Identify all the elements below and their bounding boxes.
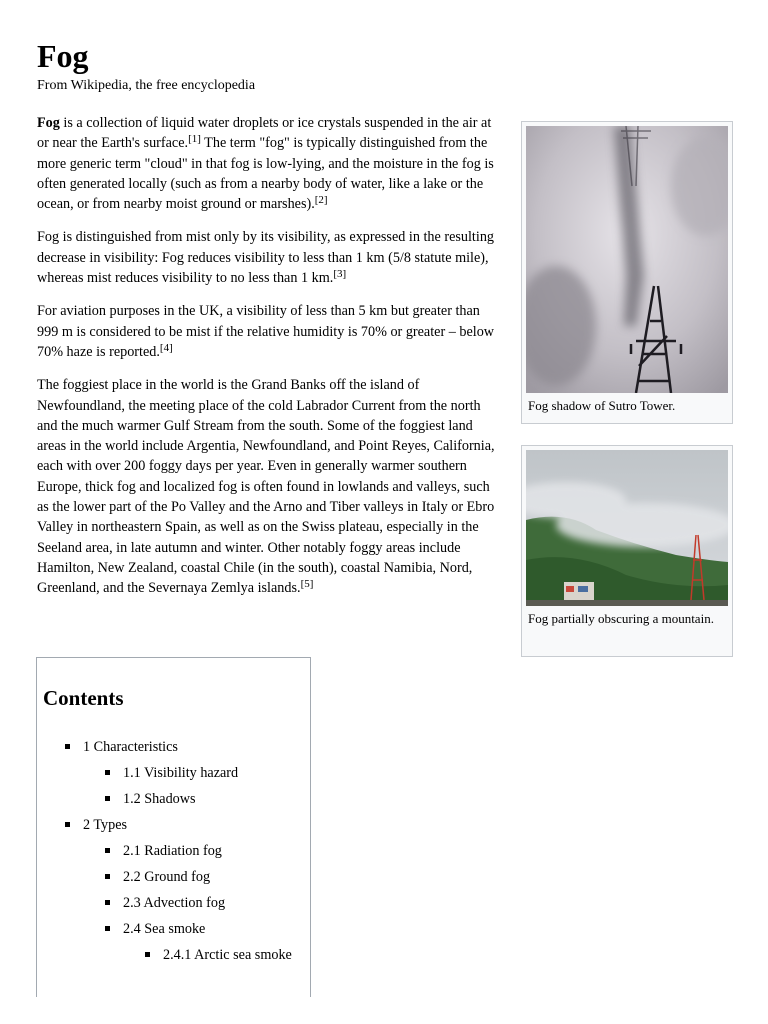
- toc-item[interactable]: [123, 790, 196, 808]
- bullet-icon: [65, 822, 70, 827]
- toc-item-label: 2.4.1 Arctic sea smoke: [163, 947, 292, 963]
- toc-item[interactable]: [163, 946, 292, 964]
- paragraph-text: Fog is distinguished from mist only by its visibility, as expressed in the resulting decrease in visibility: Fog reduces visibility to less than 1 km (5/8 statute mile), whereas mist reduces visibility to no less than 1 km.: [37, 229, 495, 287]
- toc-item[interactable]: [123, 842, 222, 860]
- toc-item-label: 2.3 Advection fog: [123, 895, 226, 911]
- paragraph-2: [37, 227, 503, 288]
- paragraph-3: [37, 301, 503, 362]
- toc-item[interactable]: [83, 816, 127, 834]
- page-subtitle: From Wikipedia, the free encyclopedia: [37, 78, 256, 93]
- toc-item-label: 2 Types: [83, 817, 128, 833]
- toc-item[interactable]: [123, 920, 205, 938]
- bullet-icon: [105, 900, 110, 905]
- toc-item-label: 2.1 Radiation fog: [123, 843, 222, 859]
- paragraph-text: The foggiest place in the world is the Grand Banks off the island of Newfoundland, the meeting place of the cold Labrador Current from the north and the much warmer Gulf Stream from the south. Some of the foggiest land areas in the world include Argentia, Newfoundland, and Point Reyes, California, each with over 200 foggy days per year. Even in generally warmer southern Europe, thick fog and localized fog is often found in lowlands and valleys, such as the lower part of the Po Valley and the Arno and Tiber valleys in Italy or Ebro Valley in northeastern Spain, as well as on the Swiss plateau, especially in the Seeland area, in late autumn and winter. Other notably foggy areas include Hamilton, New Zealand, coastal Chile (in the south), coastal Namibia, Nord, Greenland, and the Severnaya Zemlya islands.: [37, 377, 495, 597]
- toc-item[interactable]: [123, 894, 225, 912]
- toc-item-label: 1.2 Shadows: [123, 791, 196, 807]
- article-body: [37, 113, 503, 612]
- toc-item[interactable]: [123, 868, 210, 886]
- term-bold: Fog: [37, 115, 60, 131]
- figure-caption: Fog partially obscuring a mountain.: [528, 611, 714, 626]
- sutro-tower-fog-image[interactable]: [526, 126, 728, 393]
- toc-item-label: 1.1 Visibility hazard: [123, 765, 239, 781]
- paragraph-text: is a collection of liquid water droplets or ice crystals suspended in the air at or near the Earth's surface.: [37, 115, 492, 152]
- table-of-contents: [36, 657, 311, 997]
- reference-link[interactable]: [2]: [314, 194, 328, 207]
- toc-item[interactable]: [123, 764, 238, 782]
- bullet-icon: [105, 926, 110, 931]
- bullet-icon: [105, 848, 110, 853]
- bullet-icon: [65, 744, 70, 749]
- figure-mountain-fog: [521, 445, 733, 657]
- bullet-icon: [145, 952, 150, 957]
- reference-link[interactable]: [1]: [188, 133, 201, 146]
- paragraph-4: [37, 375, 503, 598]
- toc-item-label: 1 Characteristics: [83, 739, 178, 755]
- reference-link[interactable]: [3]: [333, 268, 347, 281]
- figure-sutro-tower: [521, 121, 733, 424]
- toc-item[interactable]: [83, 738, 178, 756]
- bullet-icon: [105, 770, 110, 775]
- mountain-fog-image[interactable]: [526, 450, 728, 606]
- paragraph-text: The term "fog" is typically distinguished from the more generic term "cloud" in that fog is low-lying, and the moisture in the fog is often generated locally (such as from a nearby body of water, like a lake or the ocean, or from nearby moist ground or marshes).: [37, 135, 494, 213]
- reference-link[interactable]: [4]: [159, 341, 173, 354]
- paragraph-1: [37, 113, 503, 214]
- bullet-icon: [105, 796, 110, 801]
- toc-item-label: 2.4 Sea smoke: [123, 921, 206, 937]
- bullet-icon: [105, 874, 110, 879]
- toc-title: Contents: [43, 686, 124, 710]
- figure-caption: Fog shadow of Sutro Tower.: [528, 398, 676, 413]
- paragraph-text: For aviation purposes in the UK, a visibility of less than 5 km but greater than 999 m is considered to be mist if the relative humidity is 70% or greater – below 70% haze is reported.: [37, 303, 495, 360]
- page-title: Fog: [37, 38, 89, 74]
- toc-item-label: 2.2 Ground fog: [123, 869, 211, 885]
- reference-link[interactable]: [5]: [300, 578, 314, 591]
